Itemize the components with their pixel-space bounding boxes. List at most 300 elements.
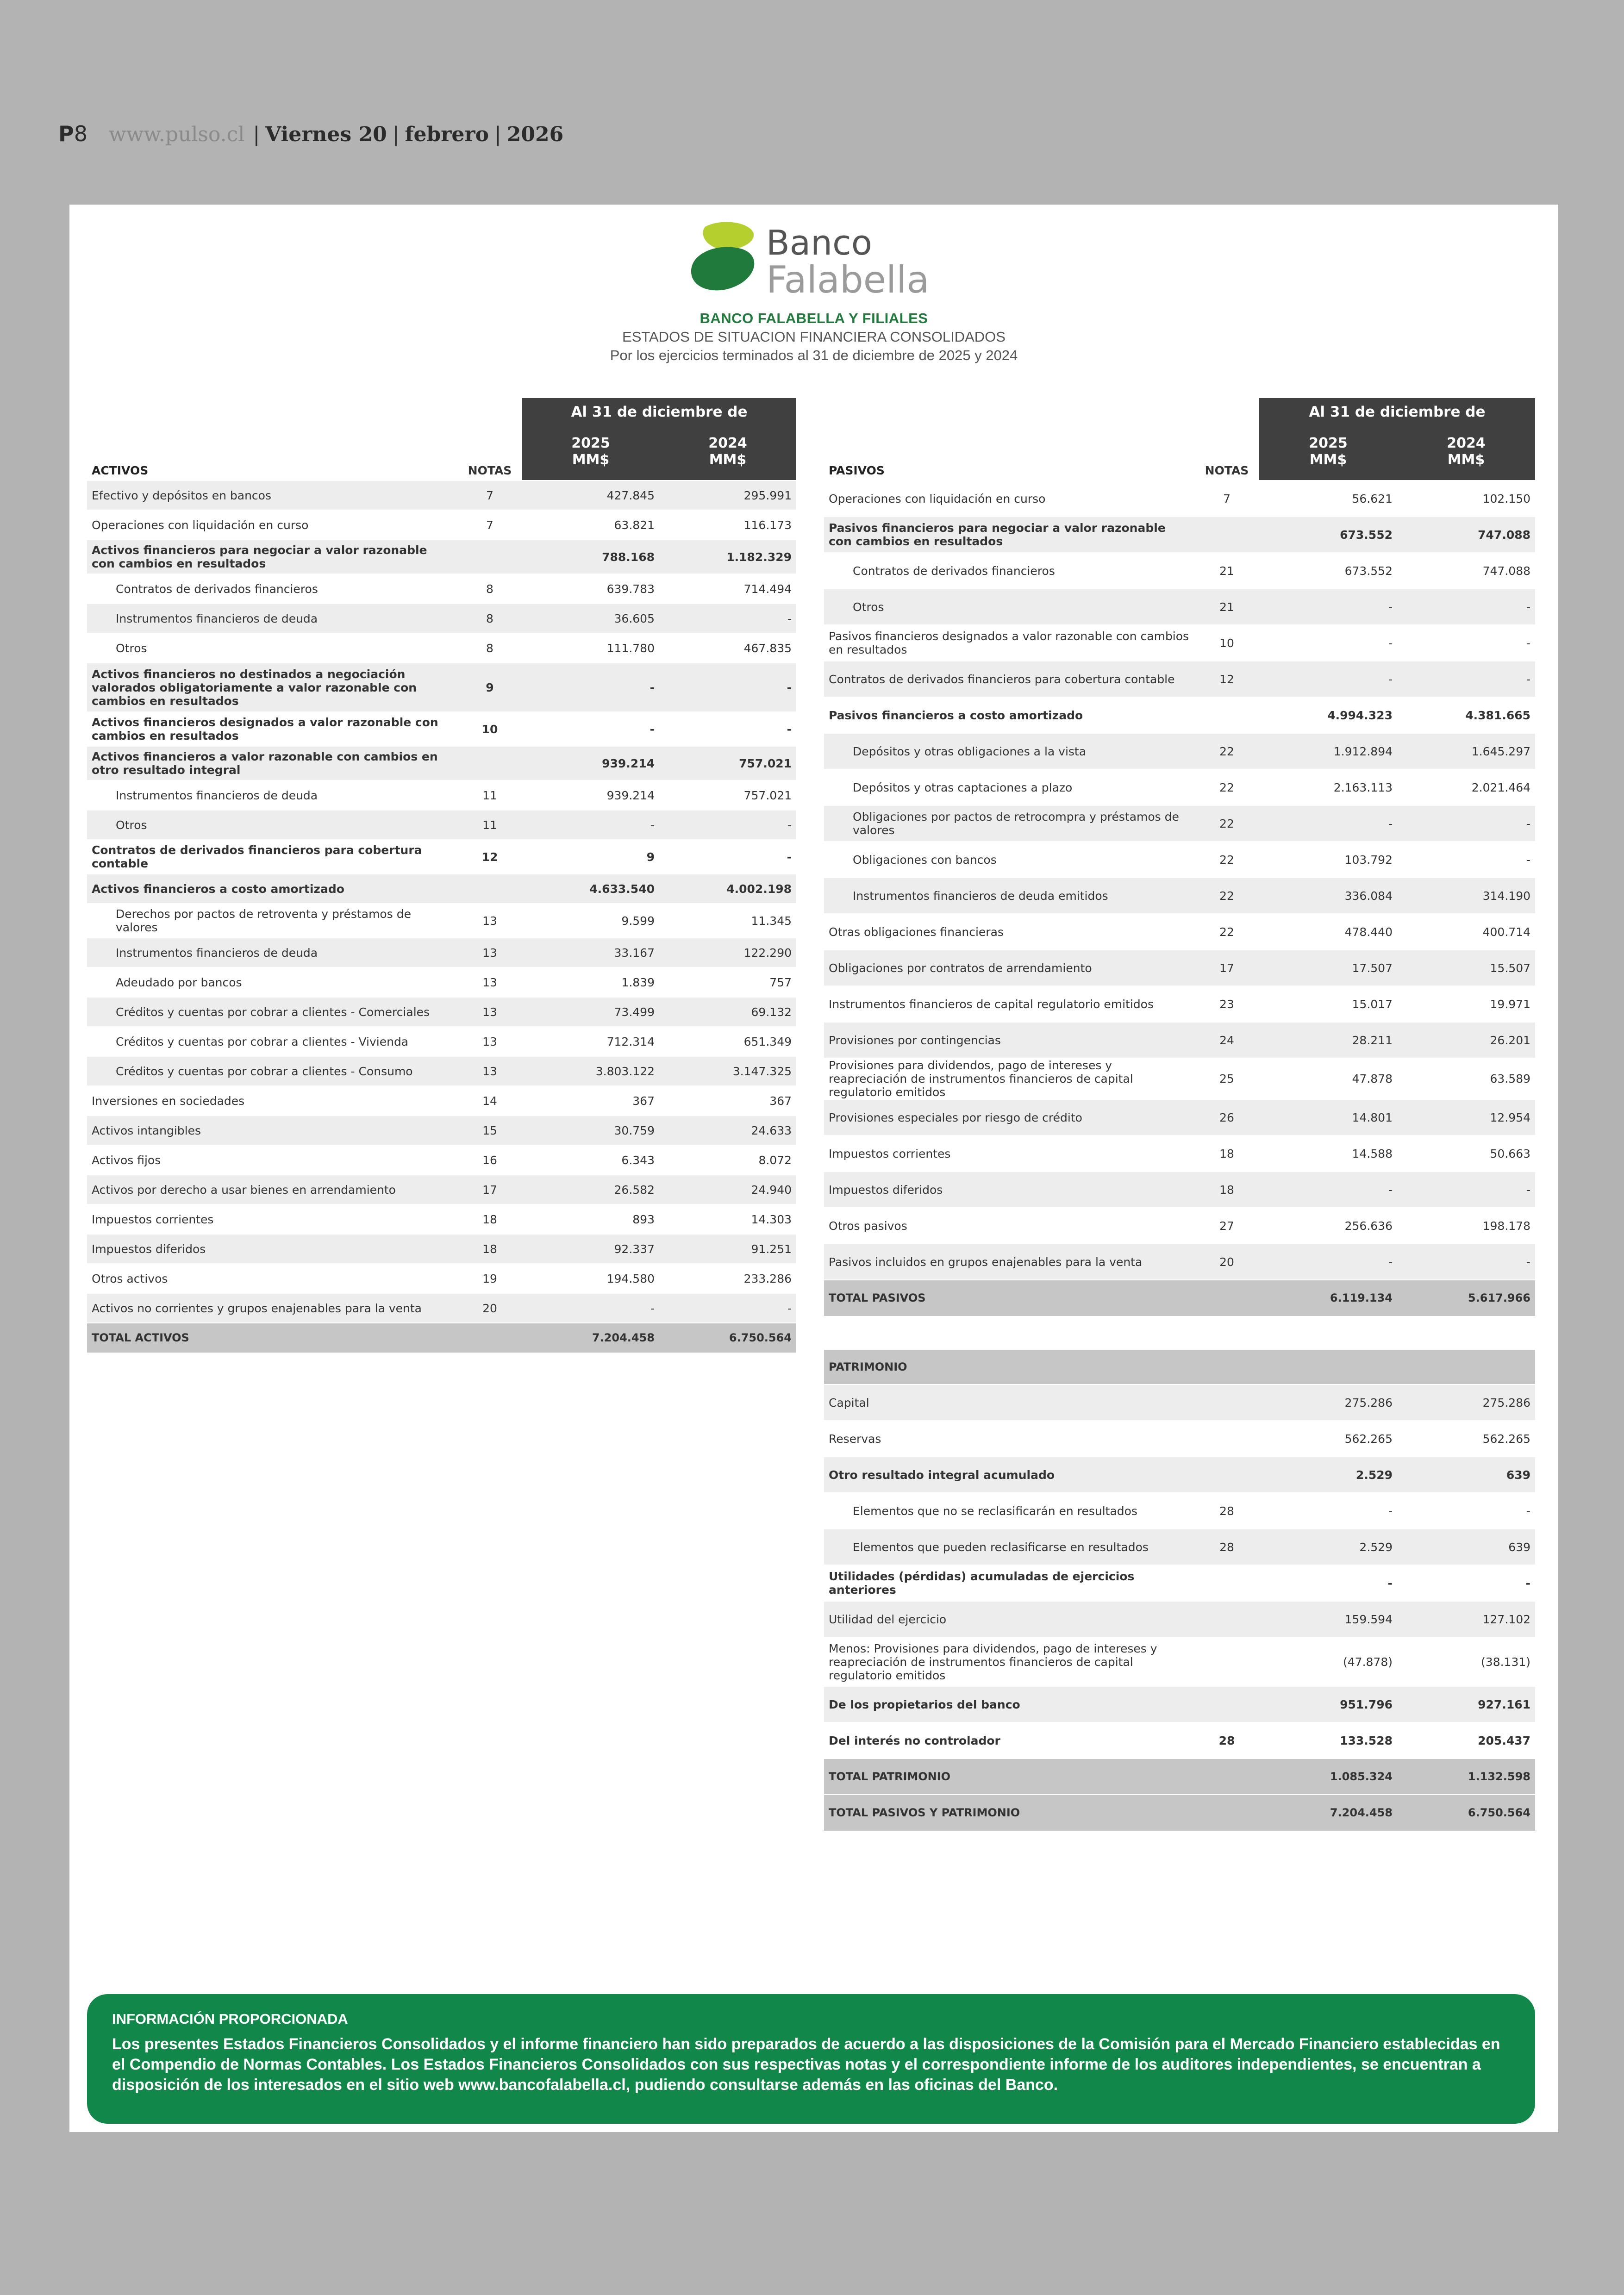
row-value-2025: - (1259, 589, 1397, 625)
row-value-2025: 2.163.113 (1259, 769, 1397, 805)
row-value-2024: 367 (659, 1086, 796, 1116)
row-value-2024: 19.971 (1397, 986, 1535, 1022)
row-label: Contratos de derivados financieros para cobertura contable (87, 840, 457, 874)
row-label: Pasivos financieros para negociar a valor razonable con cambios en resultados (824, 517, 1194, 553)
row-value-2025: 6.343 (522, 1145, 659, 1175)
row-value-2025: - (1259, 661, 1397, 697)
row-note: 7 (457, 480, 522, 510)
page-number: P8 (58, 121, 87, 146)
row-label: Otras obligaciones financieras (824, 914, 1194, 950)
row-value-2024: 747.088 (1397, 517, 1535, 553)
activos-row (87, 938, 796, 967)
row-note: 20 (457, 1293, 522, 1323)
row-note: 18 (1194, 1172, 1259, 1208)
liabilities-header-2025: 2025 MM$ (1259, 426, 1397, 480)
row-value-2024: - (1397, 805, 1535, 842)
row-note: 17 (457, 1175, 522, 1204)
row-note: 13 (457, 967, 522, 997)
activos-row (87, 810, 796, 840)
assets-header-notes: NOTAS (468, 464, 512, 477)
row-value-2024: - (1397, 625, 1535, 661)
row-value-2024: 12.954 (1397, 1099, 1535, 1135)
patrimonio-row (824, 1421, 1535, 1457)
assets-header-2024: 2024 MM$ (659, 426, 796, 480)
pasivos-row (824, 986, 1535, 1022)
site-url[interactable]: www.pulso.cl (109, 123, 245, 146)
row-label: Instrumentos financieros de deuda (87, 780, 457, 810)
row-label: Impuestos corrientes (87, 1204, 457, 1234)
activos-row (87, 1175, 796, 1204)
activos-row (87, 633, 796, 663)
row-value-2025: 2.529 (1259, 1457, 1397, 1493)
row-value-2025: 7.204.458 (1259, 1795, 1397, 1831)
row-note: 13 (457, 997, 522, 1027)
row-value-2024: 102.150 (1397, 480, 1535, 517)
row-value-2024: - (1397, 1244, 1535, 1280)
assets-header-label: ACTIVOS (92, 464, 149, 477)
activos-row (87, 780, 796, 810)
row-label: Del interés no controlador (824, 1722, 1194, 1759)
row-note: 20 (1194, 1244, 1259, 1280)
activos-row (87, 1056, 796, 1086)
patrimonio-row (824, 1686, 1535, 1722)
row-label: Instrumentos financieros de deuda emitidos (824, 878, 1194, 914)
row-value-2024: 15.507 (1397, 950, 1535, 986)
row-note: 10 (457, 712, 522, 746)
row-note: 21 (1194, 589, 1259, 625)
row-note: 24 (1194, 1022, 1259, 1058)
row-value-2024: - (1397, 1493, 1535, 1529)
pasivos-row (824, 517, 1535, 553)
row-value-2024: 198.178 (1397, 1208, 1535, 1244)
row-value-2025: 28.211 (1259, 1022, 1397, 1058)
pasivos-row (824, 1244, 1535, 1280)
row-value-2025: 673.552 (1259, 517, 1397, 553)
row-value-2025: 17.507 (1259, 950, 1397, 986)
row-value-2024: 747.088 (1397, 553, 1535, 589)
row-value-2024: - (659, 712, 796, 746)
row-note: 7 (457, 510, 522, 540)
row-label: Utilidades (pérdidas) acumuladas de ejercicios anteriores (824, 1565, 1194, 1601)
liabilities-header-notes: NOTAS (1205, 464, 1249, 477)
row-note: 22 (1194, 878, 1259, 914)
pasivos-row (824, 950, 1535, 986)
row-value-2025: - (522, 663, 659, 712)
row-label: Contratos de derivados financieros (824, 553, 1194, 589)
row-label: Activos financieros designados a valor razonable con cambios en resultados (87, 712, 457, 746)
row-value-2025: 1.839 (522, 967, 659, 997)
row-value-2025: - (1259, 805, 1397, 842)
statement-sheet (69, 205, 1558, 2132)
row-label: Otros (87, 810, 457, 840)
row-value-2025: - (1259, 1244, 1397, 1280)
activos-row (87, 997, 796, 1027)
row-note: 18 (457, 1234, 522, 1264)
row-value-2024: 714.494 (659, 574, 796, 604)
row-note: 28 (1194, 1529, 1259, 1565)
row-note: 28 (1194, 1493, 1259, 1529)
row-label: Activos financieros a costo amortizado (87, 874, 457, 904)
activos-row (87, 1323, 796, 1353)
patrimonio-row (824, 1529, 1535, 1565)
pasivos-row (824, 769, 1535, 805)
row-value-2025: 478.440 (1259, 914, 1397, 950)
row-value-2024: 233.286 (659, 1264, 796, 1293)
patrimonio-row (824, 1759, 1535, 1795)
row-value-2024: - (659, 810, 796, 840)
pasivos-row (824, 661, 1535, 697)
row-note: 13 (457, 1027, 522, 1056)
row-value-2024: (38.131) (1397, 1637, 1535, 1686)
row-value-2024: 467.835 (659, 633, 796, 663)
row-note: 8 (457, 604, 522, 633)
row-note (1194, 1384, 1259, 1421)
row-label: Capital (824, 1384, 1194, 1421)
row-label: TOTAL PASIVOS (824, 1280, 1194, 1316)
activos-row (87, 540, 796, 574)
activos-row (87, 1264, 796, 1293)
row-value-2024: - (659, 604, 796, 633)
row-value-2024: 3.147.325 (659, 1056, 796, 1086)
row-label: Activos fijos (87, 1145, 457, 1175)
row-note: 15 (457, 1116, 522, 1145)
row-value-2024: 651.349 (659, 1027, 796, 1056)
row-value-2024: 2.021.464 (1397, 769, 1535, 805)
statement-period: Por los ejercicios terminados al 31 de diciembre de 2025 y 2024 (610, 347, 1018, 363)
row-value-2025: - (522, 712, 659, 746)
equity-title: PATRIMONIO (824, 1349, 1535, 1384)
row-label: Créditos y cuentas por cobrar a clientes - Consumo (87, 1056, 457, 1086)
row-label: Pasivos financieros designados a valor razonable con cambios en resultados (824, 625, 1194, 661)
row-value-2024: 1.645.297 (1397, 733, 1535, 769)
row-label: Operaciones con liquidación en curso (824, 480, 1194, 517)
row-note: 22 (1194, 733, 1259, 769)
row-label: Operaciones con liquidación en curso (87, 510, 457, 540)
row-note (457, 874, 522, 904)
row-note: 23 (1194, 986, 1259, 1022)
row-label: Obligaciones por pactos de retrocompra y préstamos de valores (824, 805, 1194, 842)
company-name: BANCO FALABELLA Y FILIALES (700, 310, 928, 326)
row-value-2025: 2.529 (1259, 1529, 1397, 1565)
row-value-2025: 4.633.540 (522, 874, 659, 904)
row-value-2025: 9.599 (522, 904, 659, 938)
liabilities-header-period: Al 31 de diciembre de (1259, 398, 1535, 426)
page-header: P8 www.pulso.cl | Viernes 20 | febrero | 2026 (58, 121, 564, 146)
row-value-2025: 336.084 (1259, 878, 1397, 914)
row-label: Provisiones para dividendos, pago de intereses y reapreciación de instrumentos financieros de capital regulatorio emitidos (824, 1058, 1194, 1099)
pasivos-row (824, 1135, 1535, 1172)
row-note (1194, 1421, 1259, 1457)
pasivos-row (824, 842, 1535, 878)
patrimonio-row (824, 1384, 1535, 1421)
row-value-2025: 103.792 (1259, 842, 1397, 878)
row-note (1194, 1637, 1259, 1686)
activos-row (87, 1027, 796, 1056)
row-value-2024: - (659, 840, 796, 874)
row-value-2024: - (1397, 661, 1535, 697)
row-value-2025: - (1259, 1172, 1397, 1208)
row-value-2025: - (522, 1293, 659, 1323)
row-value-2024: 757.021 (659, 780, 796, 810)
row-label: Créditos y cuentas por cobrar a clientes - Comerciales (87, 997, 457, 1027)
activos-row (87, 1234, 796, 1264)
row-value-2024: 6.750.564 (659, 1323, 796, 1353)
pasivos-row (824, 697, 1535, 733)
row-value-2024: 562.265 (1397, 1421, 1535, 1457)
row-value-2024: 275.286 (1397, 1384, 1535, 1421)
activos-row (87, 1086, 796, 1116)
pasivos-row (824, 1058, 1535, 1099)
row-value-2024: 24.940 (659, 1175, 796, 1204)
row-value-2025: - (1259, 1565, 1397, 1601)
date-year: 2026 (506, 123, 564, 146)
row-note (1194, 1280, 1259, 1316)
pasivos-row (824, 1172, 1535, 1208)
row-label: Otros pasivos (824, 1208, 1194, 1244)
row-value-2024: 26.201 (1397, 1022, 1535, 1058)
assets-header-period: Al 31 de diciembre de (522, 398, 796, 426)
activos-row (87, 840, 796, 874)
row-note: 13 (457, 938, 522, 967)
row-label: Obligaciones con bancos (824, 842, 1194, 878)
activos-row (87, 1116, 796, 1145)
row-note: 8 (457, 574, 522, 604)
row-value-2024: 757.021 (659, 746, 796, 780)
row-value-2024: 927.161 (1397, 1686, 1535, 1722)
row-value-2024: 757 (659, 967, 796, 997)
pasivos-row (824, 625, 1535, 661)
row-label: Provisiones por contingencias (824, 1022, 1194, 1058)
row-value-2024: 6.750.564 (1397, 1795, 1535, 1831)
row-value-2025: 56.621 (1259, 480, 1397, 517)
row-note: 13 (457, 1056, 522, 1086)
patrimonio-row (824, 1493, 1535, 1529)
row-value-2025: 4.994.323 (1259, 697, 1397, 733)
row-value-2024: 639 (1397, 1529, 1535, 1565)
row-value-2024: 4.381.665 (1397, 697, 1535, 733)
row-label: Instrumentos financieros de deuda (87, 604, 457, 633)
row-note (1194, 1759, 1259, 1795)
row-label: Derechos por pactos de retroventa y préstamos de valores (87, 904, 457, 938)
row-value-2024: - (659, 1293, 796, 1323)
row-label: TOTAL ACTIVOS (87, 1323, 457, 1353)
row-label: Utilidad del ejercicio (824, 1601, 1194, 1637)
row-value-2025: 30.759 (522, 1116, 659, 1145)
row-value-2025: 939.214 (522, 746, 659, 780)
activos-row (87, 604, 796, 633)
row-value-2025: 133.528 (1259, 1722, 1397, 1759)
activos-row (87, 746, 796, 780)
row-value-2025: 951.796 (1259, 1686, 1397, 1722)
row-value-2024: 314.190 (1397, 878, 1535, 914)
logo-text-falabella: Falabella (766, 258, 930, 301)
liabilities-header-label: PASIVOS (829, 464, 885, 477)
row-value-2025: 63.821 (522, 510, 659, 540)
row-value-2024: 639 (1397, 1457, 1535, 1493)
patrimonio-row (824, 1637, 1535, 1686)
row-value-2025: 73.499 (522, 997, 659, 1027)
row-value-2024: 91.251 (659, 1234, 796, 1264)
row-value-2025: 1.912.894 (1259, 733, 1397, 769)
row-label: Contratos de derivados financieros para cobertura contable (824, 661, 1194, 697)
patrimonio-row (824, 1565, 1535, 1601)
row-value-2025: - (1259, 1493, 1397, 1529)
row-value-2025: 33.167 (522, 938, 659, 967)
patrimonio-row (824, 1795, 1535, 1831)
row-note: 12 (1194, 661, 1259, 697)
row-note: 8 (457, 633, 522, 663)
row-label: Elementos que pueden reclasificarse en resultados (824, 1529, 1194, 1565)
row-note (1194, 1795, 1259, 1831)
activos-row (87, 574, 796, 604)
row-note: 21 (1194, 553, 1259, 589)
row-label: Pasivos incluidos en grupos enajenables para la venta (824, 1244, 1194, 1280)
row-label: Obligaciones por contratos de arrendamiento (824, 950, 1194, 986)
row-value-2025: 1.085.324 (1259, 1759, 1397, 1795)
row-label: Efectivo y depósitos en bancos (87, 480, 457, 510)
liabilities-table (824, 398, 1535, 1831)
row-note (1194, 517, 1259, 553)
activos-row (87, 1204, 796, 1234)
row-note: 13 (457, 904, 522, 938)
liabilities-header-2024: 2024 MM$ (1397, 426, 1535, 480)
row-label: Activos por derecho a usar bienes en arrendamiento (87, 1175, 457, 1204)
logo-leaf-green (691, 247, 754, 291)
row-value-2024: 24.633 (659, 1116, 796, 1145)
row-label: Elementos que no se reclasificarán en resultados (824, 1493, 1194, 1529)
date-day: Viernes 20 (265, 123, 387, 146)
row-value-2025: 14.588 (1259, 1135, 1397, 1172)
row-value-2025: 36.605 (522, 604, 659, 633)
patrimonio-row (824, 1722, 1535, 1759)
row-label: Otros (824, 589, 1194, 625)
activos-row (87, 510, 796, 540)
logo-text-banco: Banco (766, 223, 872, 263)
pasivos-row (824, 1022, 1535, 1058)
row-value-2025: 367 (522, 1086, 659, 1116)
row-note (457, 746, 522, 780)
info-box (87, 1994, 1535, 2124)
pasivos-row (824, 805, 1535, 842)
row-note: 22 (1194, 914, 1259, 950)
banco-falabella-logo (687, 218, 937, 302)
row-value-2024: - (659, 663, 796, 712)
activos-row (87, 874, 796, 904)
row-value-2024: 116.173 (659, 510, 796, 540)
row-value-2024: 50.663 (1397, 1135, 1535, 1172)
row-value-2025: (47.878) (1259, 1637, 1397, 1686)
row-label: Contratos de derivados financieros (87, 574, 457, 604)
row-value-2025: 15.017 (1259, 986, 1397, 1022)
row-note: 18 (457, 1204, 522, 1234)
row-label: Activos intangibles (87, 1116, 457, 1145)
row-value-2025: 427.845 (522, 480, 659, 510)
pasivos-row (824, 589, 1535, 625)
row-value-2025: 562.265 (1259, 1421, 1397, 1457)
row-value-2024: - (1397, 1565, 1535, 1601)
row-note: 22 (1194, 769, 1259, 805)
equity-header-row (824, 1349, 1535, 1384)
row-note (1194, 1686, 1259, 1722)
row-note: 11 (457, 810, 522, 840)
row-value-2025: - (522, 810, 659, 840)
pasivos-row (824, 1280, 1535, 1316)
row-value-2024: - (1397, 842, 1535, 878)
row-label: Depósitos y otras obligaciones a la vista (824, 733, 1194, 769)
row-value-2024: 4.002.198 (659, 874, 796, 904)
row-label: Activos no corrientes y grupos enajenables para la venta (87, 1293, 457, 1323)
row-value-2024: 5.617.966 (1397, 1280, 1535, 1316)
row-value-2024: 295.991 (659, 480, 796, 510)
row-label: Reservas (824, 1421, 1194, 1457)
row-note: 7 (1194, 480, 1259, 517)
pasivos-row (824, 733, 1535, 769)
row-label: TOTAL PASIVOS Y PATRIMONIO (824, 1795, 1194, 1831)
pasivos-row (824, 553, 1535, 589)
row-label: Créditos y cuentas por cobrar a clientes - Vivienda (87, 1027, 457, 1056)
row-value-2024: 127.102 (1397, 1601, 1535, 1637)
row-note: 18 (1194, 1135, 1259, 1172)
assets-table (87, 398, 796, 1353)
row-note: 25 (1194, 1058, 1259, 1099)
row-value-2024: 69.132 (659, 997, 796, 1027)
row-value-2025: 6.119.134 (1259, 1280, 1397, 1316)
row-value-2025: - (1259, 625, 1397, 661)
row-value-2024: 11.345 (659, 904, 796, 938)
row-value-2025: 673.552 (1259, 553, 1397, 589)
row-value-2024: - (1397, 589, 1535, 625)
row-label: TOTAL PATRIMONIO (824, 1759, 1194, 1795)
row-note: 9 (457, 663, 522, 712)
row-value-2025: 3.803.122 (522, 1056, 659, 1086)
row-label: Activos financieros a valor razonable con cambios en otro resultado integral (87, 746, 457, 780)
row-label: Impuestos diferidos (87, 1234, 457, 1264)
row-label: Otros activos (87, 1264, 457, 1293)
patrimonio-row (824, 1601, 1535, 1637)
row-value-2025: 14.801 (1259, 1099, 1397, 1135)
row-label: De los propietarios del banco (824, 1686, 1194, 1722)
activos-row (87, 967, 796, 997)
row-value-2024: 1.132.598 (1397, 1759, 1535, 1795)
row-value-2025: 639.783 (522, 574, 659, 604)
row-value-2025: 939.214 (522, 780, 659, 810)
activos-row (87, 480, 796, 510)
activos-row (87, 1293, 796, 1323)
row-note: 11 (457, 780, 522, 810)
row-value-2025: 788.168 (522, 540, 659, 574)
pasivos-row (824, 1099, 1535, 1135)
row-note (1194, 1457, 1259, 1493)
row-note (1194, 1601, 1259, 1637)
row-label: Menos: Provisiones para dividendos, pago de intereses y reapreciación de instrumentos financieros de capital regulatorio emitidos (824, 1637, 1194, 1686)
row-note: 14 (457, 1086, 522, 1116)
row-note: 12 (457, 840, 522, 874)
row-value-2025: 712.314 (522, 1027, 659, 1056)
pasivos-row (824, 878, 1535, 914)
row-value-2025: 92.337 (522, 1234, 659, 1264)
row-value-2024: 63.589 (1397, 1058, 1535, 1099)
row-value-2024: - (1397, 1172, 1535, 1208)
statement-name: ESTADOS DE SITUACION FINANCIERA CONSOLIDADOS (622, 329, 1006, 345)
pasivos-row (824, 480, 1535, 517)
pasivos-row (824, 1208, 1535, 1244)
date-month: febrero (405, 123, 489, 146)
row-value-2025: 7.204.458 (522, 1323, 659, 1353)
logo-leaf-lime (703, 222, 754, 250)
statement-titles (69, 310, 1558, 364)
activos-row (87, 904, 796, 938)
row-value-2025: 275.286 (1259, 1384, 1397, 1421)
